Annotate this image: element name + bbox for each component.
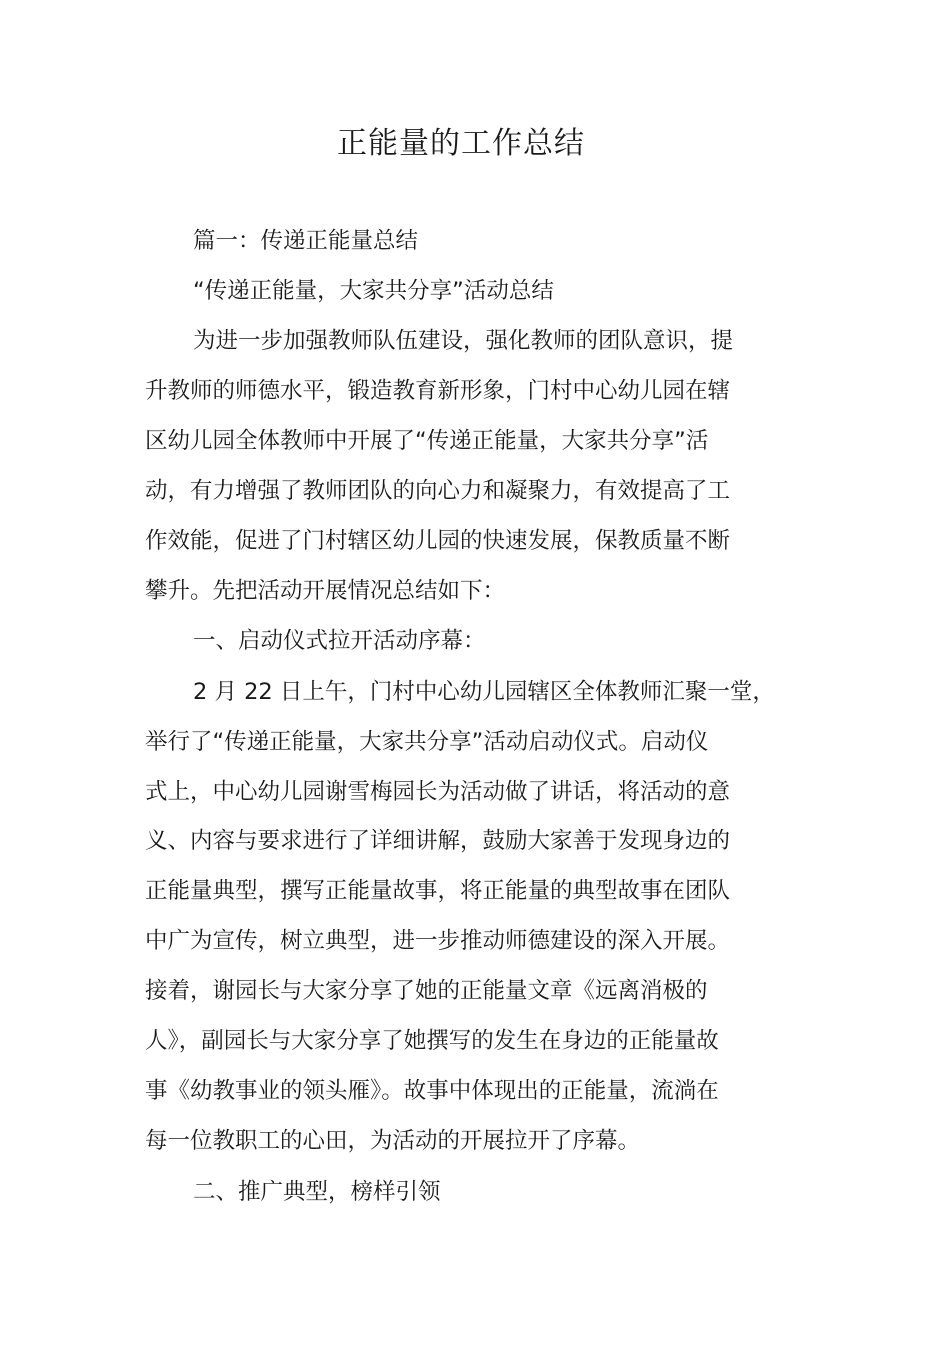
paragraph-line: 正能量典型，撰写正能量故事，将正能量的典型故事在团队 xyxy=(145,878,731,904)
paragraph-line: 2 月 22 日上午，门村中心幼儿园辖区全体教师汇聚一堂， xyxy=(193,679,775,705)
paragraph-line: 攀升。先把活动开展情况总结如下： xyxy=(145,578,506,604)
document-title: 正能量的工作总结 xyxy=(337,126,585,161)
paragraph-line: 升教师的师德水平，锻造教育新形象，门村中心幼儿园在辖 xyxy=(145,378,731,404)
paragraph-line: 为进一步加强教师队伍建设，强化教师的团队意识，提 xyxy=(193,328,734,354)
paragraph-line: 每一位教职工的心田，为活动的开展拉开了序幕。 xyxy=(145,1128,641,1154)
paragraph-line: 举行了“传递正能量，大家共分享”活动启动仪式。启动仪 xyxy=(145,729,709,755)
subtitle-line: “传递正能量，大家共分享”活动总结 xyxy=(193,278,554,304)
paragraph-line: 人》，副园长与大家分享了她撰写的发生在身边的正能量故 xyxy=(145,1028,719,1054)
section-heading: 一、启动仪式拉开活动序幕： xyxy=(193,628,486,654)
paragraph-line: 式上，中心幼儿园谢雪梅园长为活动做了讲话，将活动的意 xyxy=(145,779,731,805)
paragraph-line: 作效能，促进了门村辖区幼儿园的快速发展，保教质量不断 xyxy=(145,528,731,554)
section-heading: 二、推广典型，榜样引领 xyxy=(193,1179,441,1205)
section-heading: 篇一：传递正能量总结 xyxy=(193,228,419,254)
paragraph-line: 义、内容与要求进行了详细讲解，鼓励大家善于发现身边的 xyxy=(145,828,731,854)
paragraph-line: 动，有力增强了教师团队的向心力和凝聚力，有效提高了工 xyxy=(145,478,731,504)
paragraph-line: 中广为宣传，树立典型，进一步推动师德建设的深入开展。 xyxy=(145,928,731,954)
paragraph-line: 区幼儿园全体教师中开展了“传递正能量，大家共分享”活 xyxy=(145,428,709,454)
paragraph-line: 接着，谢园长与大家分享了她的正能量文章《远离消极的 xyxy=(145,978,708,1004)
paragraph-line: 事《幼教事业的领头雁》。故事中体现出的正能量，流淌在 xyxy=(145,1078,719,1104)
